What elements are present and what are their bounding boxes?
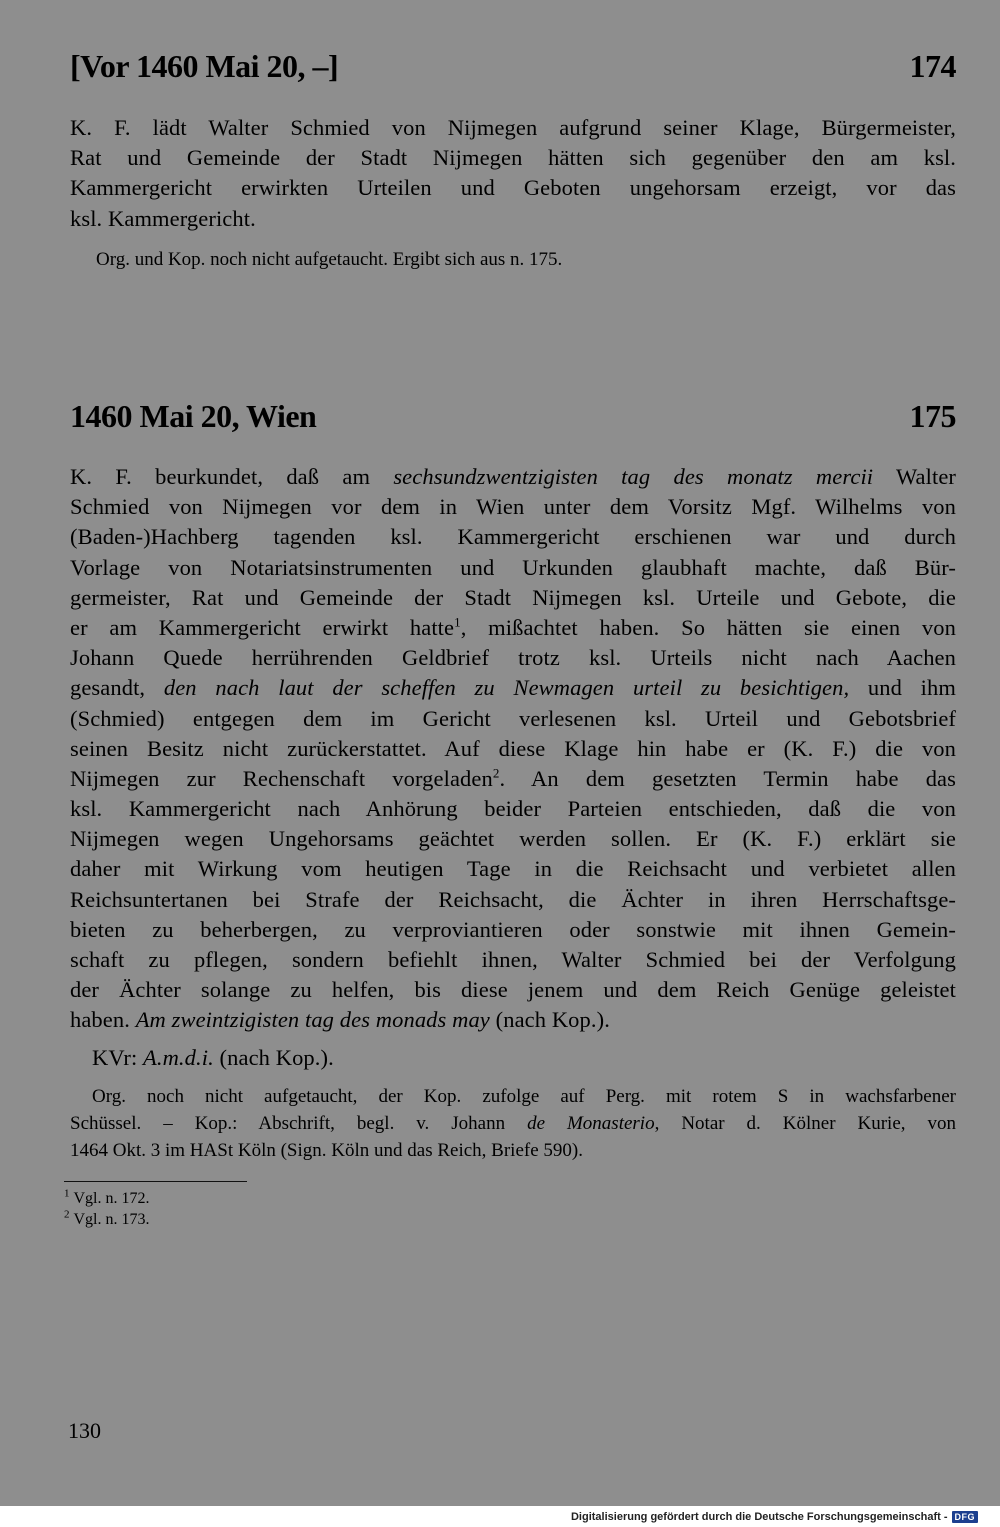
entry-175-line: (Baden-)Hachberg tagenden ksl. Kammergericht erschienen war und durch	[70, 524, 956, 550]
entry-174-line: ksl. Kammergericht.	[70, 205, 256, 231]
entry-174-heading	[70, 48, 956, 85]
dfg-logo-icon[interactable]: DFG	[952, 1511, 979, 1523]
entry-175-line: er am Kammergericht erwirkt hatte$^1$, mißachtet haben. So hätten sie einen von	[70, 614, 956, 640]
entry-174-number: 174	[909, 48, 956, 84]
entry-175-line: der Ächter solange zu helfen, bis diese jenem und dem Reich Genüge geleistet	[70, 977, 956, 1003]
entry-175-date: 1460 Mai 20, Wien	[70, 398, 317, 434]
entry-175-kanzleivermerk: KVr: A.m.d.i. (nach Kop.).	[92, 1045, 334, 1070]
entry-175-line: daher mit Wirkung vom heutigen Tage in die Reichsacht und verbietet allen	[70, 856, 956, 882]
entry-175-regest	[70, 462, 956, 1036]
footnote-1: $^1$ Vgl. n. 172.	[64, 1187, 150, 1207]
entry-175-line: Schmied von Nijmegen vor dem in Wien unter dem Vorsitz Mgf. Wilhelms von	[70, 494, 956, 520]
entry-175-line: Nijmegen wegen Ungehorsams geächtet werden sollen. Er (K. F.) erklärt sie	[70, 826, 956, 852]
digitization-footer	[0, 1506, 1000, 1527]
page-number: 130	[68, 1418, 101, 1443]
entry-175-line: haben. Am zweintzigisten tag des monads may (nach Kop.).	[70, 1007, 610, 1033]
footnote-ref-2[interactable]: 2	[492, 765, 500, 781]
entry-175-line: Johann Quede herrührenden Geldbrief trotz ksl. Urteils nicht nach Aachen	[70, 645, 956, 671]
entry-175-line: schaft zu pflegen, sondern befiehlt ihnen, Walter Schmied bei der Verfolgung	[70, 947, 956, 972]
entry-174-source-note: Org. und Kop. noch nicht aufgetaucht. Ergibt sich aus n. 175.	[96, 249, 563, 270]
entry-175-line: gesandt, den nach laut der scheffen zu Newmagen urteil zu besichtigen, und ihm	[70, 675, 956, 701]
entry-175-line: K. F. beurkundet, daß am sechsundzwentzigisten tag des monatz mercii Walter	[70, 464, 957, 489]
entry-175-line: germeister, Rat und Gemeinde der Stadt Nijmegen ksl. Urteile und Gebote, die	[70, 584, 956, 610]
footnote-ref-1[interactable]: 1	[454, 614, 461, 630]
entry-174-line: Rat und Gemeinde der Stadt Nijmegen hätten sich gegenüber den am ksl.	[70, 145, 956, 171]
entry-174-line: Kammergericht erwirkten Urteilen und Geboten ungehorsam erzeigt, vor das	[70, 175, 956, 201]
entry-175-line: (Schmied) entgegen dem im Gericht verlesenen ksl. Urteil und Gebotsbrief	[70, 705, 956, 731]
funding-notice: Digitalisierung gefördert durch die Deutsche Forschungsgemeinschaft -	[570, 1510, 948, 1523]
entry-174-regest	[70, 113, 956, 234]
footnotes	[64, 1188, 150, 1230]
entry-175-number: 175	[909, 398, 956, 434]
entry-175-line: bieten zu beherbergen, zu verproviantieren oder sonstwie mit ihnen Gemein-	[70, 916, 956, 942]
entry-174-date: [Vor 1460 Mai 20, –]	[70, 48, 339, 84]
entry-175-line: Nijmegen zur Rechenschaft vorgeladen$^2$. An dem gesetzten Termin habe das	[70, 765, 956, 791]
entry-175-line: Vorlage von Notariatsinstrumenten und Urkunden glaubhaft machte, daß Bür-	[70, 554, 956, 580]
entry-175-line: ksl. Kammergericht nach Anhörung beider Parteien entschieden, daß die von	[70, 796, 956, 822]
footnote-2: $^2$ Vgl. n. 173.	[64, 1208, 150, 1228]
entry-175-heading	[70, 398, 956, 435]
entry-174-line: K. F. lädt Walter Schmied von Nijmegen aufgrund seiner Klage, Bürgermeister,	[70, 115, 956, 140]
entry-175-line: Reichsuntertanen bei Strafe der Reichsacht, die Ächter in ihren Herrschaftsge-	[70, 886, 956, 912]
entry-175-line: seinen Besitz nicht zurückerstattet. Auf diese Klage hin habe er (K. F.) die von	[70, 735, 956, 761]
entry-175-source-note: Org. noch nicht aufgetaucht, der Kop. zufolge auf Perg. mit rotem S in wachsfarbener Schüssel. – Kop.: Abschrift, begl. v. Johann de Monasterio, Notar d. Kölner Kurie, von 1464 Okt. 3 im HASt Köln (Sign. Köln und das Reich, Briefe 590).	[70, 1086, 956, 1161]
footnote-divider	[64, 1181, 247, 1182]
